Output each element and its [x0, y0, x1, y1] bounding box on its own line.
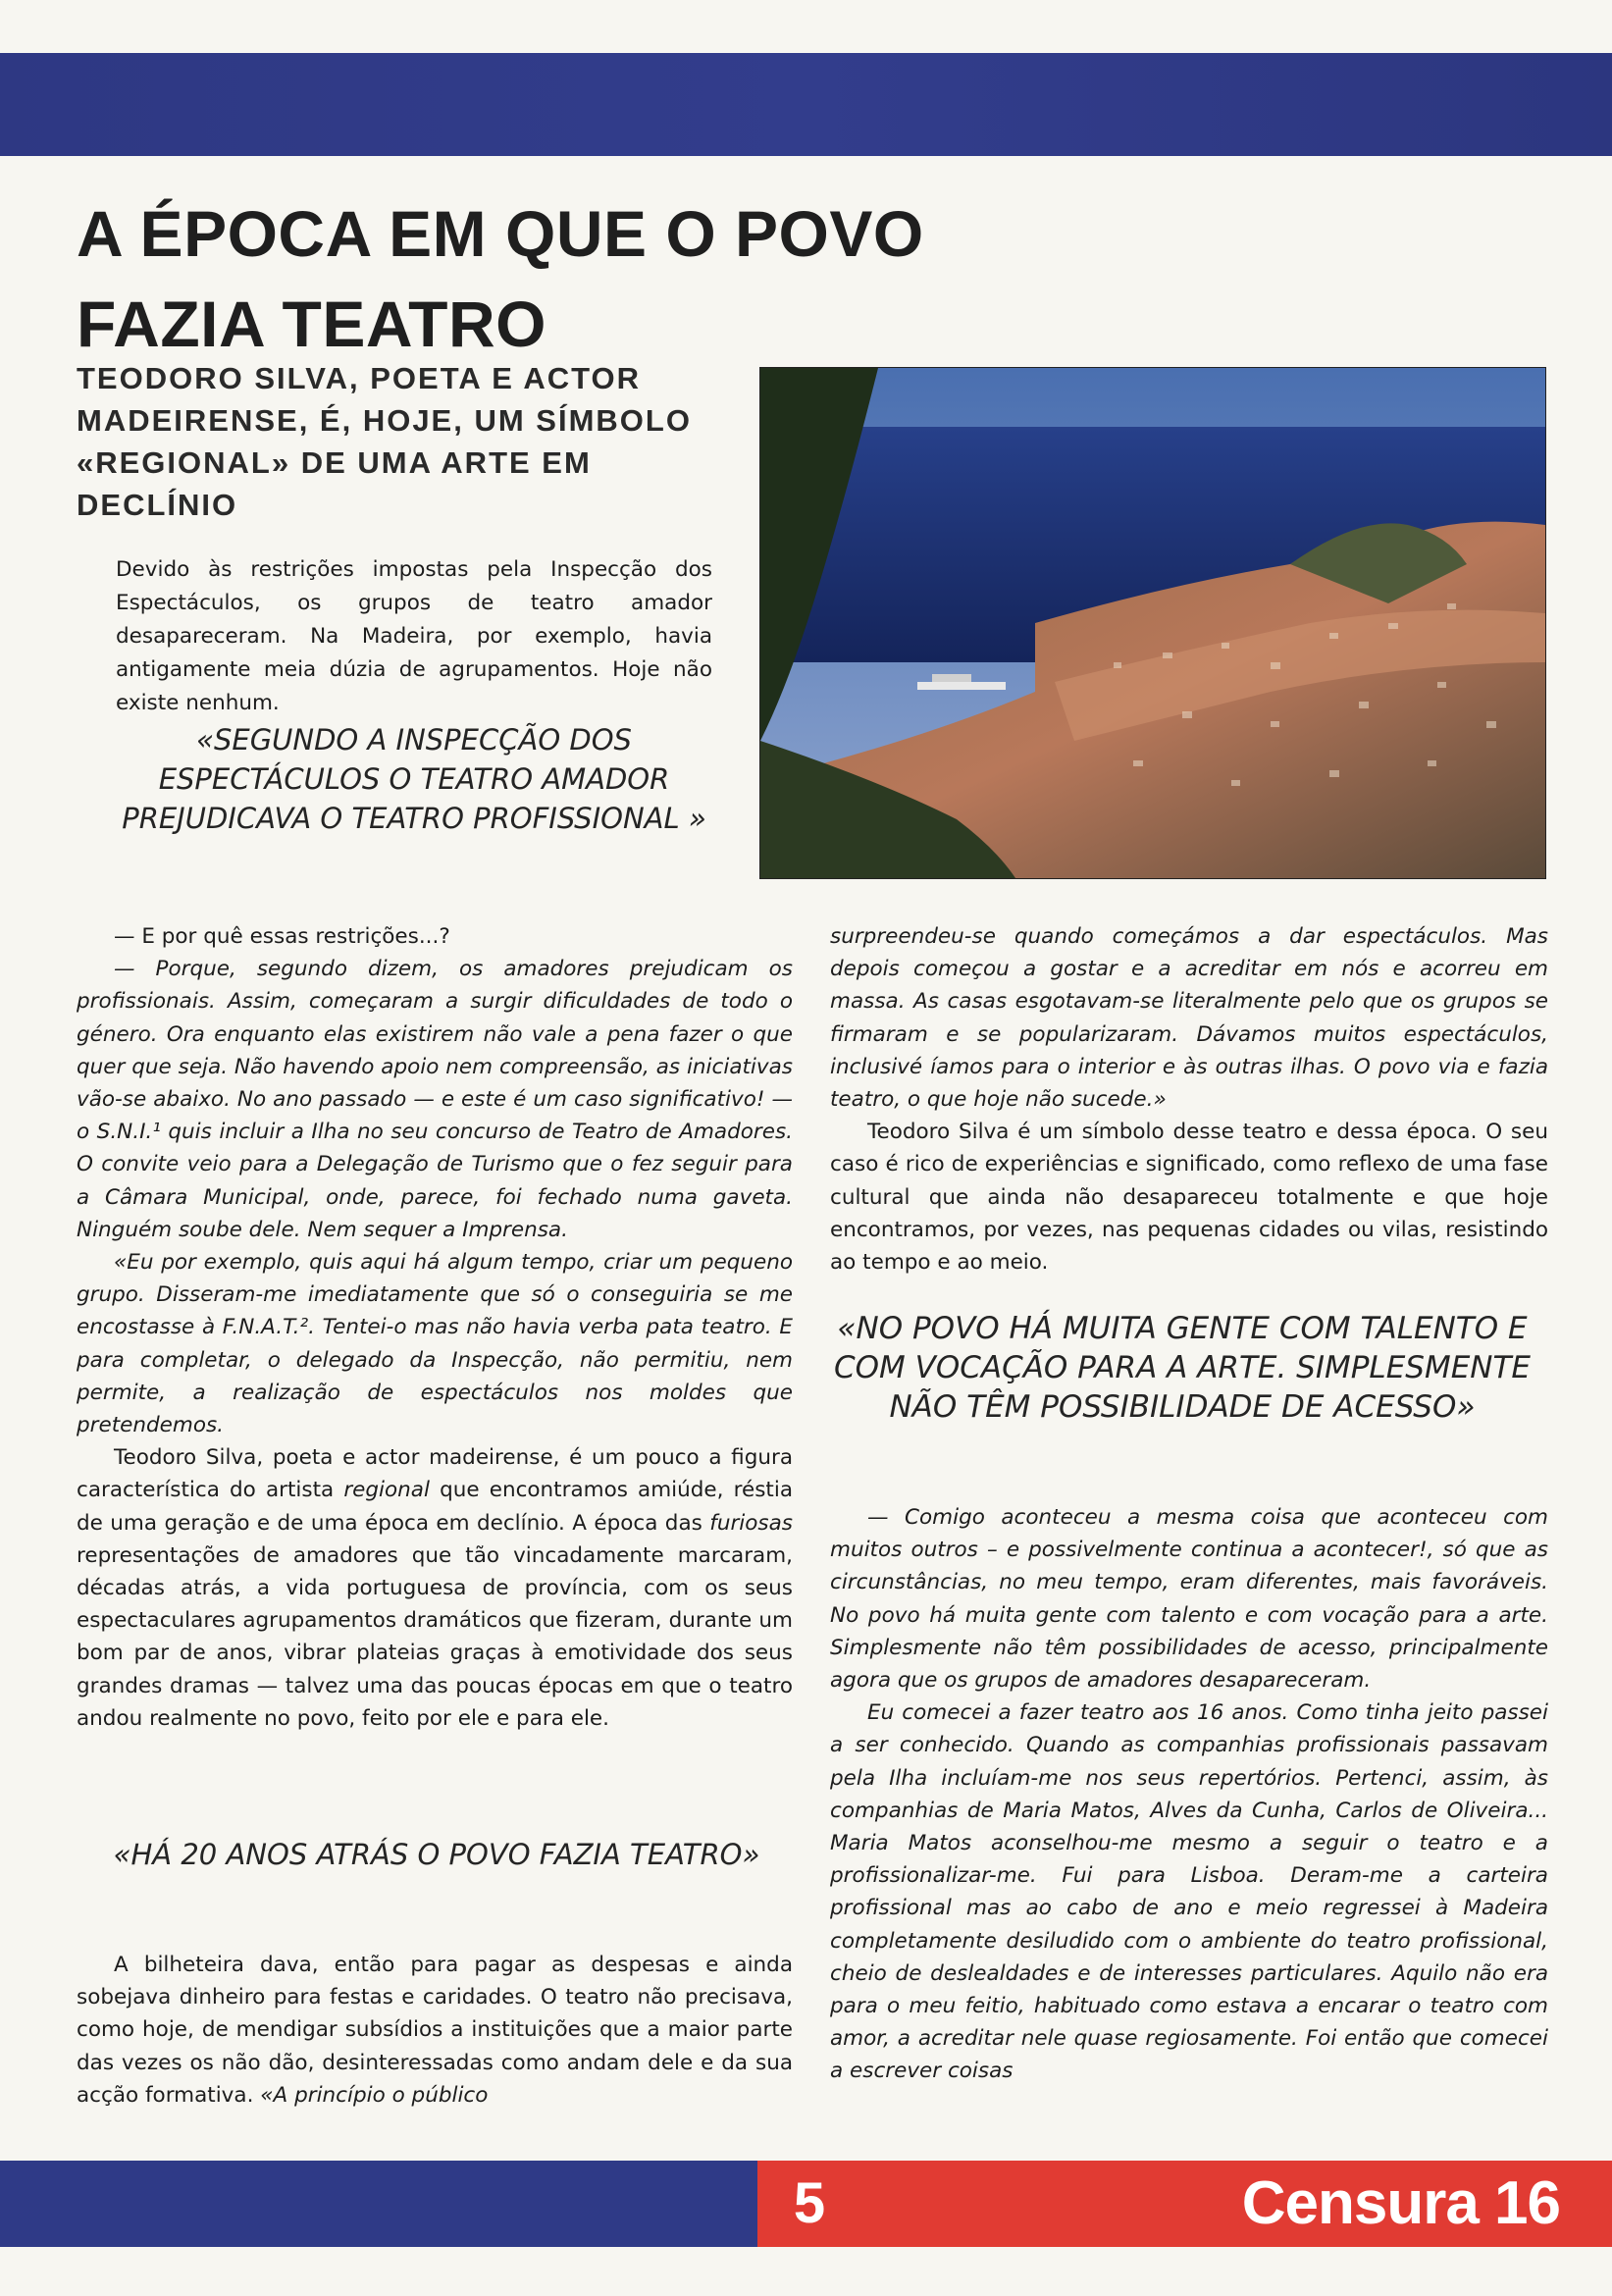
paragraph: Teodoro Silva, poeta e actor madeirense, é um pouco a figura característica do artista regional que encontramos amiúde, réstia de uma geração e de uma época em declínio. A época das furiosas representações de amadores que tão vincadamente marcaram, décadas atrás, a vida portuguesa de província, com os seus espectaculares agrupamentos dramáticos que fizeram, durante um bom par de anos, vibrar plateias graças à emotividade dos seus grandes dramas — talvez uma das poucas épocas em que o teatro andou realmente no povo, feito por ele e para ele.	[77, 1445, 793, 1731]
paragraph: Teodoro Silva é um símbolo desse teatro e dessa época. O seu caso é rico de experiências e significado, como reflexo de uma fase cultural que ainda não desapareceu totalmente e que hoje encontramos, por vezes, nas pequenas cidades ou vilas, resistindo ao tempo e ao meio.	[830, 1120, 1548, 1276]
footer-blue-band	[0, 2161, 757, 2247]
article-title: A ÉPOCA EM QUE O POVO FAZIA TEATRO	[77, 197, 924, 360]
paragraph: surpreendeu-se quando começámos a dar espectáculos. Mas depois começou a gostar e a acreditar em nós e acorreu em massa. As casas esgotavam-se literalmente pelo que os grupos se firmaram e se popularizaram. Dávamos muitos espectáculos, inclusivé íamos para o interior e às outras ilhas. O povo via e fazia teatro, o que hoje não sucede.»	[830, 924, 1548, 1113]
paragraph: A bilheteira dava, então para pagar as despesas e ainda sobejava dinheiro para festas e caridades. O teatro não precisava, como hoje, de mendigar subsídios a instituições que a maior parte das vezes os não dão, desinteressadas como andam dele e da sua acção formativa. «A princípio o público	[77, 1953, 793, 2108]
pullquote-inspeccao: «SEGUNDO A INSPECÇÃO DOS ESPECTÁCULOS O TEATRO AMADOR PREJUDICAVA O TEATRO PROFISSIONAL »	[122, 723, 706, 835]
column-left-upper	[77, 920, 793, 1735]
paragraph: — E por quê essas restrições...?	[114, 924, 450, 949]
paragraph: Eu comecei a fazer teatro aos 16 anos. Como tinha jeito passei a ser conhecido. Quando as companhias profissionais passavam pela Ilha incluíam-me nos seus repertórios. Pertenci, assim, às companhias de Maria Matos, Alves da Cunha, Carlos de Oliveira... Maria Matos aconselhou-me mesmo a seguir o teatro e a profissionalizar-me. Fui para Lisboa. Deram-me a carteira profissional mas ao cabo de ano e meio regressei à Madeira completamente desiludido com o ambiente do teatro profissional, cheio de deslealdades e de interesses particulares. Aquilo não era para o meu feitio, habituado como estava a encarar o teatro com amor, a acreditar nele quase regiosamente. Foi então que comecei a escrever coisas	[830, 1700, 1548, 2084]
photo-illustration	[760, 368, 1545, 878]
magazine-name: Censura 16	[1241, 2169, 1560, 2237]
column-right-lower	[830, 1501, 1548, 2088]
paragraph: — Porque, segundo dizem, os amadores prejudicam os profissionais. Assim, começaram a surgir dificuldades de todo o género. Ora enquanto elas existirem não vale a pena fazer o que quer que seja. Não havendo apoio nem compreensão, as iniciativas vão-se abaixo. No ano passado — e este é um caso significativo! — o S.N.I.¹ quis incluir a Ilha no seu concurso de Teatro de Amadores. O convite veio para a Delegação de Turismo que o fez seguir para a Câmara Municipal, onde, parece, foi fechado numa gaveta. Ninguém soube dele. Nem sequer a Imprensa.	[77, 957, 793, 1242]
pullquote-20-anos: «HÁ 20 ANOS ATRÁS O POVO FAZIA TEATRO»	[113, 1838, 760, 1871]
top-color-band	[0, 53, 1612, 156]
paragraph: — Comigo aconteceu a mesma coisa que aconteceu com muitos outros – e possivelmente continua a acontecer!, só que as circunstâncias, no meu tempo, eram diferentes, mais favoráveis. No povo há muita gente com talento e com vocação para a arte. Simplesmente não têm possibilidades de acesso, principalmente agora que os grupos de amadores desapareceram.	[830, 1505, 1548, 1694]
column-left-lower	[77, 1949, 793, 2112]
page-number: 5	[793, 2171, 826, 2235]
column-right-upper	[830, 920, 1548, 1278]
lead-paragraph: Devido às restrições impostas pela Inspecção dos Espectáculos, os grupos de teatro amador desapareceram. Na Madeira, por exemplo, havia antigamente meia dúzia de agrupamentos. Hoje não existe nenhum.	[116, 557, 712, 715]
pullquote-talento: «NO POVO HÁ MUITA GENTE COM TALENTO E COM VOCAÇÃO PARA A ARTE. SIMPLESMENTE NÃO TÊM POSSIBILIDADE DE ACESSO»	[833, 1311, 1532, 1425]
article-subtitle: TEODORO SILVA, POETA E ACTOR MADEIRENSE, É, HOJE, UM SÍMBOLO «REGIONAL» DE UMA ARTE EM DECLÍNIO	[77, 361, 692, 522]
paragraph: «Eu por exemplo, quis aqui há algum tempo, criar um pequeno grupo. Disseram-me imediatamente que só o conseguiria se me encostasse à F.N.A.T.². Tentei-o mas não havia verba pata teatro. E para completar, o delegado da Inspecção, não permitiu, nem permite, a realização de espectáculos nos moldes que pretendemos.	[77, 1250, 793, 1438]
funchal-bay-photo	[759, 367, 1546, 879]
